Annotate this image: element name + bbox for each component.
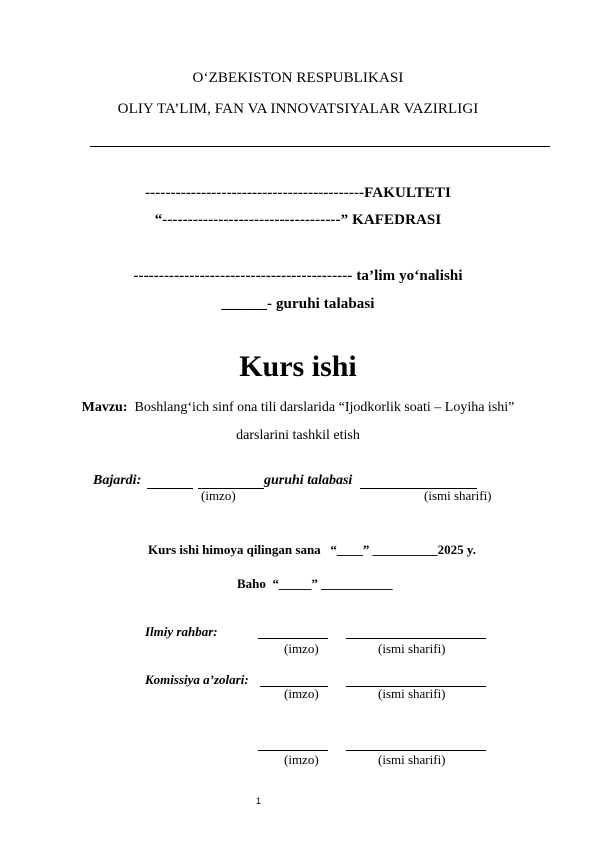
defense-line	[148, 542, 476, 558]
topic-line-1	[0, 400, 596, 416]
supervisor-name-blank	[346, 638, 486, 639]
commission-name-caption-2: (ismi sharifi)	[378, 752, 446, 767]
supervisor-label: Ilmiy rahbar:	[145, 624, 218, 639]
performer-group-text: guruhi talabasi	[264, 473, 353, 488]
commission-label: Komissiya a’zolari:	[145, 672, 249, 687]
group-blank: ______	[221, 296, 268, 312]
grade-blank-2: ___________	[321, 576, 393, 591]
grade-line	[237, 576, 393, 592]
faculty-line: -------------------------------------------FAKULTETI	[145, 185, 451, 201]
supervisor-signature-blank	[258, 638, 328, 639]
commission-name-caption: (ismi sharifi)	[378, 686, 446, 701]
header-divider	[90, 146, 550, 147]
defense-label: Kurs ishi himoya qilingan sana	[148, 542, 321, 557]
page-title: Kurs ishi	[239, 350, 357, 383]
ministry-country: O‘ZBEKISTON RESPUBLIKASI	[192, 70, 404, 86]
performer-label: Bajardi:	[93, 473, 142, 488]
performer-name-caption: (ismi sharifi)	[424, 488, 492, 503]
topic-line-2: darslarini tashkil etish	[236, 428, 360, 443]
commission-signature-caption: (imzo)	[284, 686, 319, 701]
direction-line: ------------------------------------------- ta’lim yo‘nalishi	[133, 268, 463, 284]
commission-name-blank-2	[346, 750, 486, 751]
supervisor-signature-caption: (imzo)	[284, 641, 319, 656]
defense-month-blank: __________	[372, 542, 438, 557]
commission-signature-caption-2: (imzo)	[284, 752, 319, 767]
page-number: 1	[256, 796, 262, 806]
supervisor-name-caption: (ismi sharifi)	[378, 641, 446, 656]
department-line: “-----------------------------------” KAFEDRASI	[154, 212, 442, 228]
defense-year: 2025 y.	[437, 542, 476, 557]
grade-label: Baho	[237, 576, 266, 591]
topic-label: Mavzu:	[81, 400, 128, 415]
grade-blank: “_____”	[272, 576, 318, 591]
performer-blank-1	[147, 488, 193, 489]
topic-text-1: Boshlang‘ich sinf ona tili darslarida “Ijodkorlik soati – Loyiha ishi”	[134, 400, 515, 415]
commission-signature-blank-2	[258, 750, 328, 751]
ministry-name: OLIY TA’LIM, FAN VA INNOVATSIYALAR VAZIRLIGI	[117, 101, 479, 117]
defense-day-blank: “____”	[330, 542, 370, 557]
group-line	[0, 296, 596, 313]
performer-signature-caption: (imzo)	[201, 488, 236, 503]
group-text: - guruhi talabasi	[267, 296, 375, 312]
